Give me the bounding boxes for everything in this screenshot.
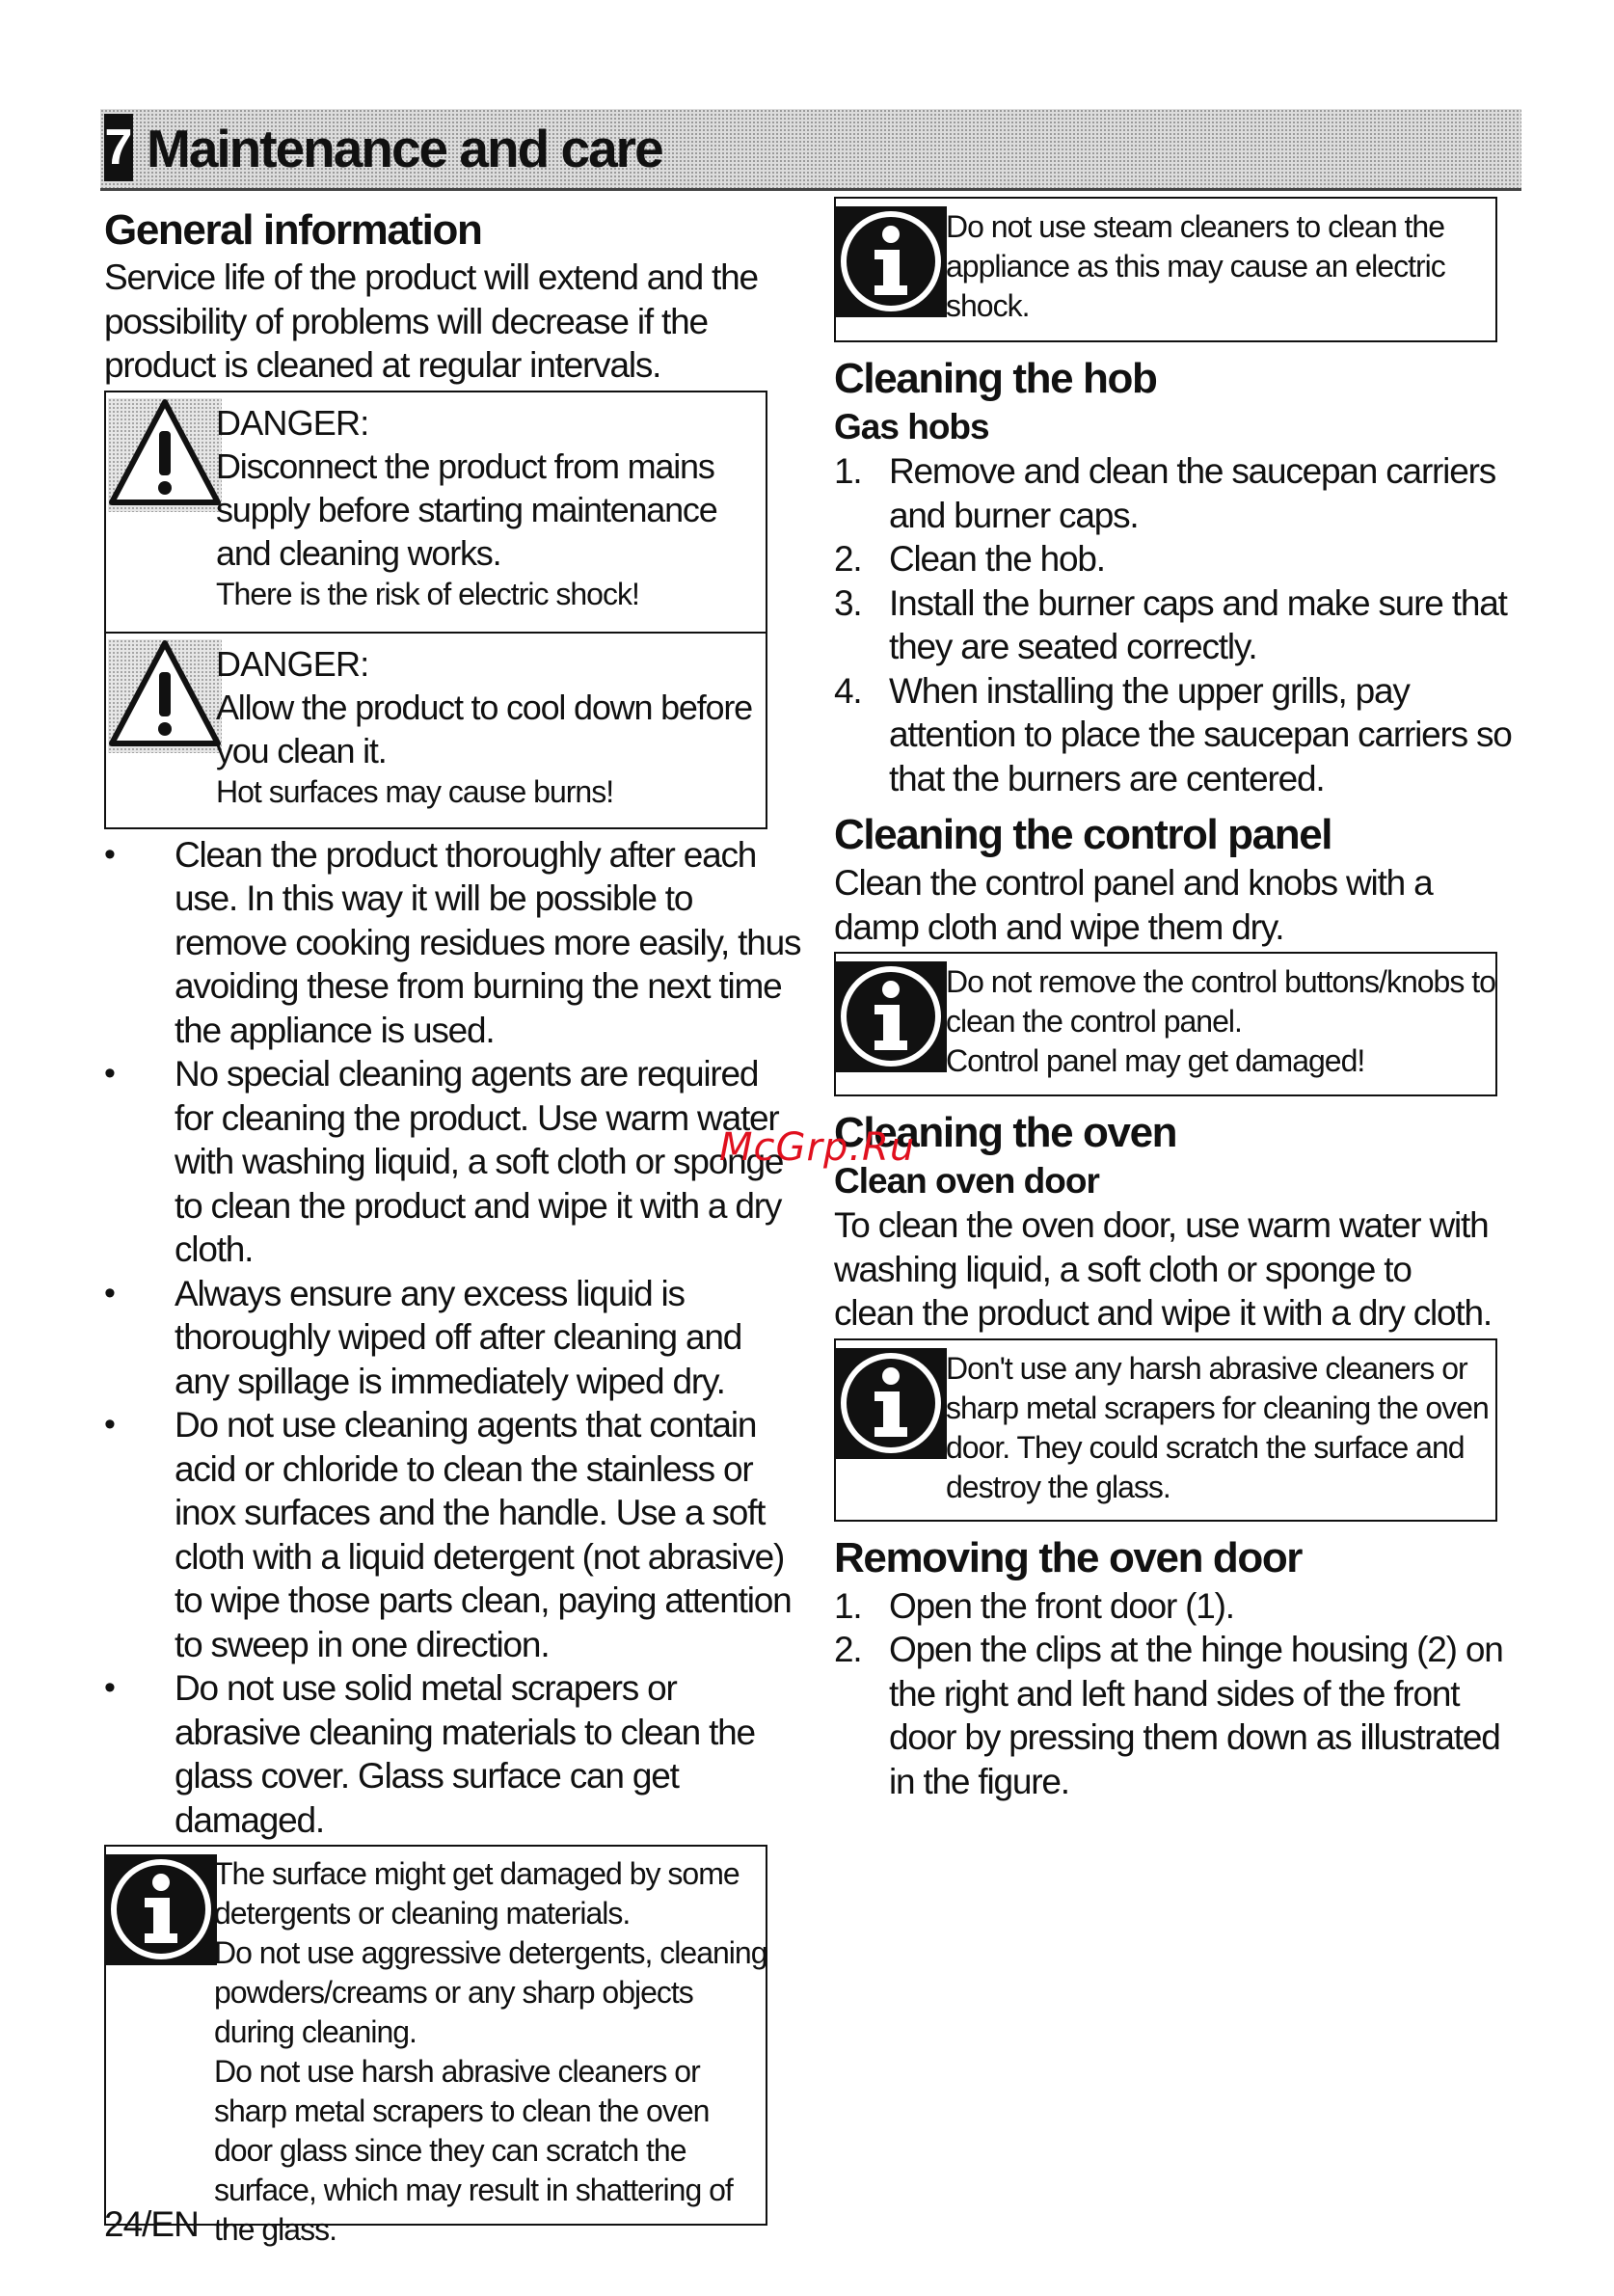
chapter-title: Maintenance and care <box>147 119 662 178</box>
info-box-steam <box>834 197 1497 342</box>
danger-text: Allow the product to cool down before you clean it. <box>216 687 752 770</box>
removing-oven-door-heading: Removing the oven door <box>834 1533 1303 1581</box>
chapter-number: 7 <box>104 114 133 181</box>
oven-door-text: To clean the oven door, use warm water with washing liquid, a soft cloth or sponge to clean the product and wipe it with a dry cloth. <box>834 1205 1492 1333</box>
cleaning-control-panel-heading: Cleaning the control panel <box>834 811 1332 858</box>
page-number: 24/EN <box>104 2204 199 2244</box>
info-text: Don't use any harsh abrasive cleaners or sharp metal scrapers for cleaning the oven door. They could scratch the surface and destroy the glass. <box>946 1350 1489 1504</box>
remove-door-steps-list <box>834 1584 1519 1804</box>
info-box-surface <box>104 1845 767 2247</box>
danger-text: Disconnect the product from mains supply before starting maintenance and cleaning works. <box>216 446 717 573</box>
info-line: Do not remove the control buttons/knobs to clean the control panel. <box>946 964 1495 1039</box>
list-item: 2. Clean the hob. <box>834 539 1105 579</box>
info-line: Do not use harsh abrasive cleaners or sharp metal scrapers to clean the oven door glass since they can scratch the surface, which may result in shattering of the glass. <box>214 2054 733 2247</box>
danger-box-burns <box>104 632 767 829</box>
danger-note: Hot surfaces may cause burns! <box>216 773 614 809</box>
control-panel-text: Clean the control panel and knobs with a damp cloth and wipe them dry. <box>834 863 1433 947</box>
info-icon <box>836 206 947 317</box>
list-item: 3. Install the burner caps and make sure that they are seated correctly. <box>834 582 1507 666</box>
danger-title: DANGER: <box>216 643 369 684</box>
cleaning-oven-heading: Cleaning the oven <box>834 1109 1177 1156</box>
cleaning-tips-list <box>104 833 802 1843</box>
info-icon <box>836 1348 947 1459</box>
warning-triangle-icon <box>108 639 222 753</box>
info-icon <box>106 1854 217 1965</box>
chapter-header <box>100 109 1521 191</box>
watermark: McGrp.Ru <box>719 1125 916 1170</box>
danger-box-electric <box>104 391 767 634</box>
list-item: 4. When installing the upper grills, pay attention to place the saucepan carriers so that the burners are centered. <box>834 670 1512 798</box>
cleaning-hob-heading: Cleaning the hob <box>834 355 1157 402</box>
list-item: • No special cleaning agents are required for cleaning the product. Use warm water with washing liquid, a soft cloth or sponge to clean the product and wipe it with a dry cloth. <box>104 1052 802 1272</box>
list-item: 1. Remove and clean the saucepan carriers and burner caps. <box>834 451 1495 535</box>
gas-hobs-heading: Gas hobs <box>834 407 989 446</box>
danger-note: There is the risk of electric shock! <box>216 576 639 611</box>
left-column <box>104 204 801 2247</box>
danger-title: DANGER: <box>216 402 369 443</box>
list-item: • Do not use cleaning agents that contain acid or chloride to clean the stainless or inox surfaces and the handle. Use a soft cloth with a liquid detergent (not abrasive) to wipe those parts clean, paying attention to sweep in one direction. <box>104 1403 802 1666</box>
general-information-text: Service life of the product will extend and the possibility of problems will decrease if the product is cleaned at regular intervals. <box>104 257 758 385</box>
list-item: 1. Open the front door (1). <box>834 1585 1234 1626</box>
list-item: • Clean the product thoroughly after each use. In this way it will be possible to remove cooking residues more easily, thus avoiding these from burning the next time the appliance is used. <box>104 833 802 1053</box>
general-information-heading: General information <box>104 206 482 254</box>
list-item: • Do not use solid metal scrapers or abrasive cleaning materials to clean the glass cover. Glass surface can get damaged. <box>104 1666 802 1842</box>
hob-steps-list <box>834 449 1519 800</box>
info-line: Control panel may get damaged! <box>946 1043 1365 1078</box>
clean-oven-door-heading: Clean oven door <box>834 1161 1099 1201</box>
right-column <box>834 197 1519 1803</box>
warning-triangle-icon <box>108 398 222 512</box>
list-item: 2. Open the clips at the hinge housing (2) on the right and left hand sides of the front door by pressing them down as illustrated in the figure. <box>834 1630 1503 1801</box>
info-icon <box>836 961 947 1072</box>
list-item: • Always ensure any excess liquid is thoroughly wiped off after cleaning and any spillage is immediately wiped dry. <box>104 1272 802 1404</box>
info-text: Do not use steam cleaners to clean the appliance as this may cause an electric shock. <box>946 209 1445 323</box>
info-line: Do not use aggressive detergents, cleaning powders/creams or any sharp objects during cleaning. <box>214 1935 767 2049</box>
info-box-oven-door <box>834 1338 1497 1522</box>
info-line: The surface might get damaged by some detergents or cleaning materials. <box>214 1856 740 1931</box>
info-box-control-panel <box>834 952 1497 1096</box>
